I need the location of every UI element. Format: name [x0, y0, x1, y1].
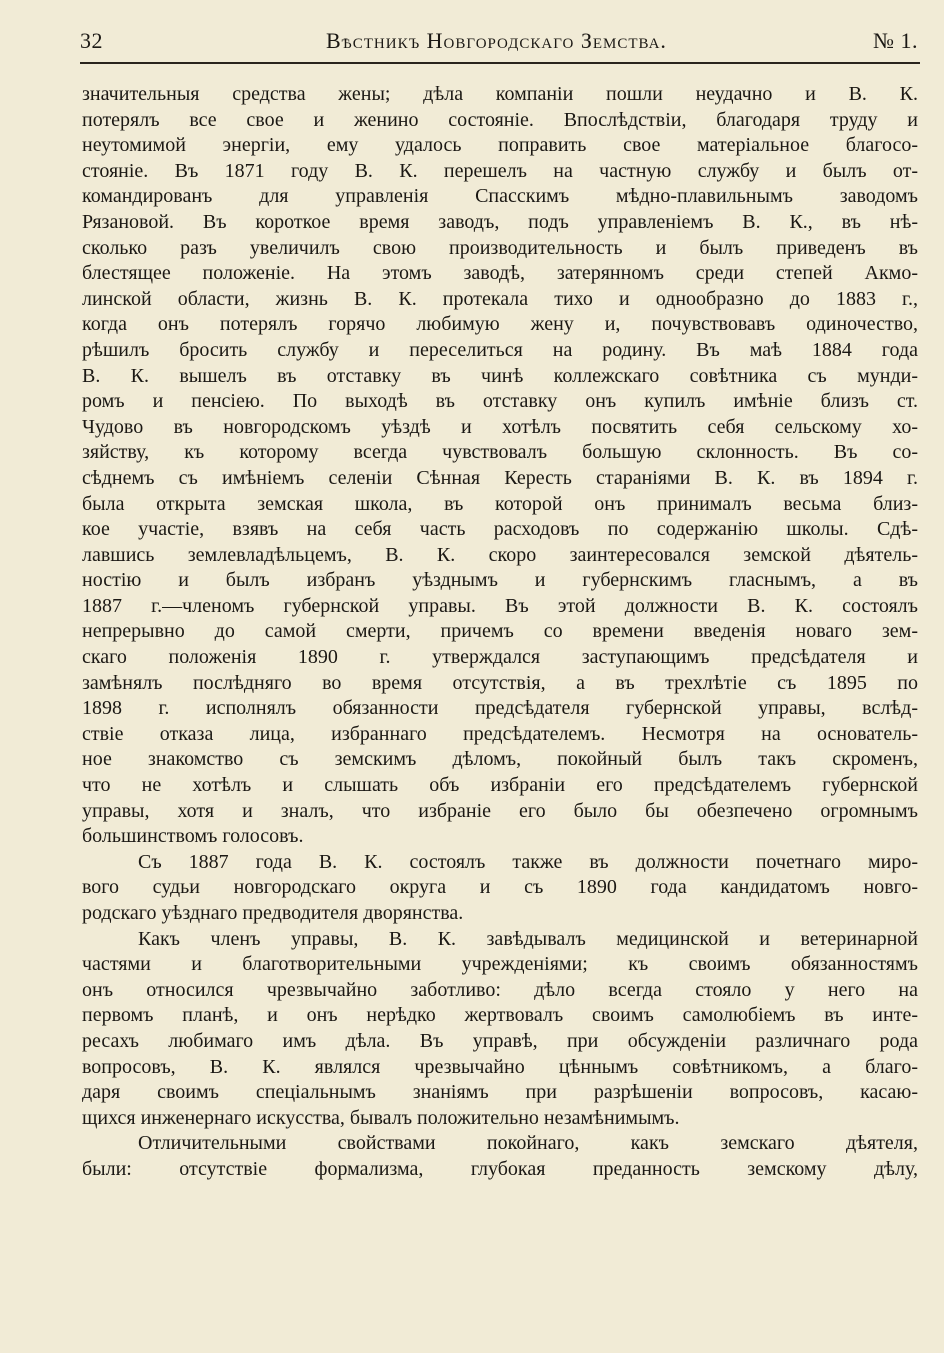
text-line: замѣнялъ послѣдняго во время отсутствія, а въ трехлѣтіе съ 1895 по	[82, 671, 918, 694]
text-line: щихся инженернаго искусства, бывалъ положительно незамѣнимымъ.	[82, 1106, 680, 1129]
page-number: 32	[80, 28, 103, 53]
text-line: даря своимъ спеціальнымъ знаніямъ при разрѣшеніи вопросовъ, касаю-	[82, 1081, 918, 1104]
text-line: сколько разъ увеличилъ свою производительность и былъ приведенъ въ	[82, 236, 918, 259]
running-title: Вѣстникъ Новгородскаго Земства.	[326, 28, 667, 53]
text-line: ресахъ любимаго имъ дѣла. Въ управѣ, при обсужденіи различнаго рода	[82, 1029, 918, 1052]
text-line: стояніе. Въ 1871 году В. К. перешелъ на частную службу и былъ от-	[82, 159, 918, 182]
text-line: ствіе отказа лица, избраннаго предсѣдателемъ. Несмотря на основатель-	[82, 722, 918, 745]
header-rule	[80, 62, 920, 64]
text-line: Какъ членъ управы, В. К. завѣдывалъ медицинской и ветеринарной	[138, 927, 918, 950]
text-line: первомъ планѣ, и онъ нерѣдко жертвовалъ своимъ самолюбіемъ въ инте-	[82, 1004, 918, 1027]
text-line: Чудово въ новгородскомъ уѣздѣ и хотѣлъ посвятить себя сельскому хо-	[82, 415, 918, 438]
text-line: управы, хотя и зналъ, что избраніе его было бы обезпечено огромнымъ	[82, 799, 918, 822]
text-line: были: отсутствіе формализма, глубокая преданность земскому дѣлу,	[82, 1157, 918, 1180]
running-header	[80, 28, 918, 58]
text-line: что не хотѣлъ и слышать объ избраніи его предсѣдателемъ губернской	[82, 774, 918, 797]
text-line: когда онъ потерялъ горячо любимую жену и, почувствовавъ одиночество,	[82, 313, 918, 336]
text-line: Рязановой. Въ короткое время заводъ, подъ управленіемъ В. К., въ нѣ-	[82, 210, 918, 233]
text-line: родскаго уѣзднаго предводителя дворянства.	[82, 902, 464, 924]
text-line: сѣднемъ съ имѣніемъ селеніи Сѣнная Кересть стараніями В. К. въ 1894 г.	[82, 466, 918, 489]
text-line: рѣшилъ бросить службу и переселиться на родину. Въ маѣ 1884 года	[82, 338, 918, 361]
text-line: В. К. вышелъ въ отставку въ чинѣ коллежскаго совѣтника съ мунди-	[82, 364, 918, 387]
text-line: ное знакомство съ земскимъ дѣломъ, покойный былъ такъ скроменъ,	[82, 748, 918, 771]
text-line: линской области, жизнь В. К. протекала тихо и однообразно до 1883 г.,	[82, 287, 918, 310]
text-line: частями и благотворительными учрежденіями; къ своимъ обязанностямъ	[82, 953, 918, 976]
text-line: блестящее положеніе. На этомъ заводѣ, затерянномъ среди степей Акмо-	[82, 262, 918, 285]
text-line: зяйству, къ которому всегда чувствовалъ большую склонность. Въ со-	[82, 441, 918, 464]
text-line: потерялъ все свое и женино состояніе. Впослѣдствіи, благодаря труду и	[82, 108, 918, 131]
text-line: вопросовъ, В. К. являлся чрезвычайно цѣннымъ совѣтникомъ, а благо-	[82, 1055, 918, 1078]
text-line: онъ относился чрезвычайно заботливо: дѣло всегда стояло у него на	[82, 978, 918, 1001]
text-line: Съ 1887 года В. К. состоялъ также въ должности почетнаго миро-	[138, 850, 918, 873]
text-line: была открыта земская школа, въ которой онъ принималъ весьма близ-	[82, 492, 918, 515]
text-line: ностію и былъ избранъ уѣзднымъ и губернскимъ гласнымъ, а въ	[82, 569, 918, 592]
text-line: Отличительными свойствами покойнаго, какъ земскаго дѣятеля,	[138, 1132, 918, 1155]
text-line: командированъ для управленія Спасскимъ мѣдно-плавильнымъ заводомъ	[82, 185, 918, 208]
issue-number: № 1.	[873, 28, 918, 53]
text-line: ромъ и пенсіею. По выходѣ въ отставку онъ купилъ имѣніе близъ ст.	[82, 390, 918, 413]
text-line: непрерывно до самой смерти, причемъ со времени введенія новаго зем-	[82, 620, 918, 643]
text-line: скаго положенія 1890 г. утверждался заступающимъ предсѣдателя и	[82, 646, 918, 669]
body-text	[82, 82, 918, 1183]
text-line: большинствомъ голосовъ.	[82, 825, 304, 848]
text-line: неутомимой энергіи, ему удалось поправить свое матеріальное благосо-	[82, 134, 918, 157]
text-line: 1898 г. исполнялъ обязанности предсѣдателя губернской управы, вслѣд-	[82, 697, 918, 720]
text-line: вого судьи новгородскаго округа и съ 1890 года кандидатомъ новго-	[82, 876, 918, 899]
text-line: кое участіе, взявъ на себя часть расходовъ по содержанію школы. Сдѣ-	[82, 518, 918, 541]
text-line: лавшись землевладѣльцемъ, В. К. скоро заинтересовался земской дѣятель-	[82, 543, 918, 566]
text-line: значительныя средства жены; дѣла компаніи пошли неудачно и В. К.	[82, 83, 918, 105]
text-line: 1887 г.—членомъ губернской управы. Въ этой должности В. К. состоялъ	[82, 594, 918, 617]
